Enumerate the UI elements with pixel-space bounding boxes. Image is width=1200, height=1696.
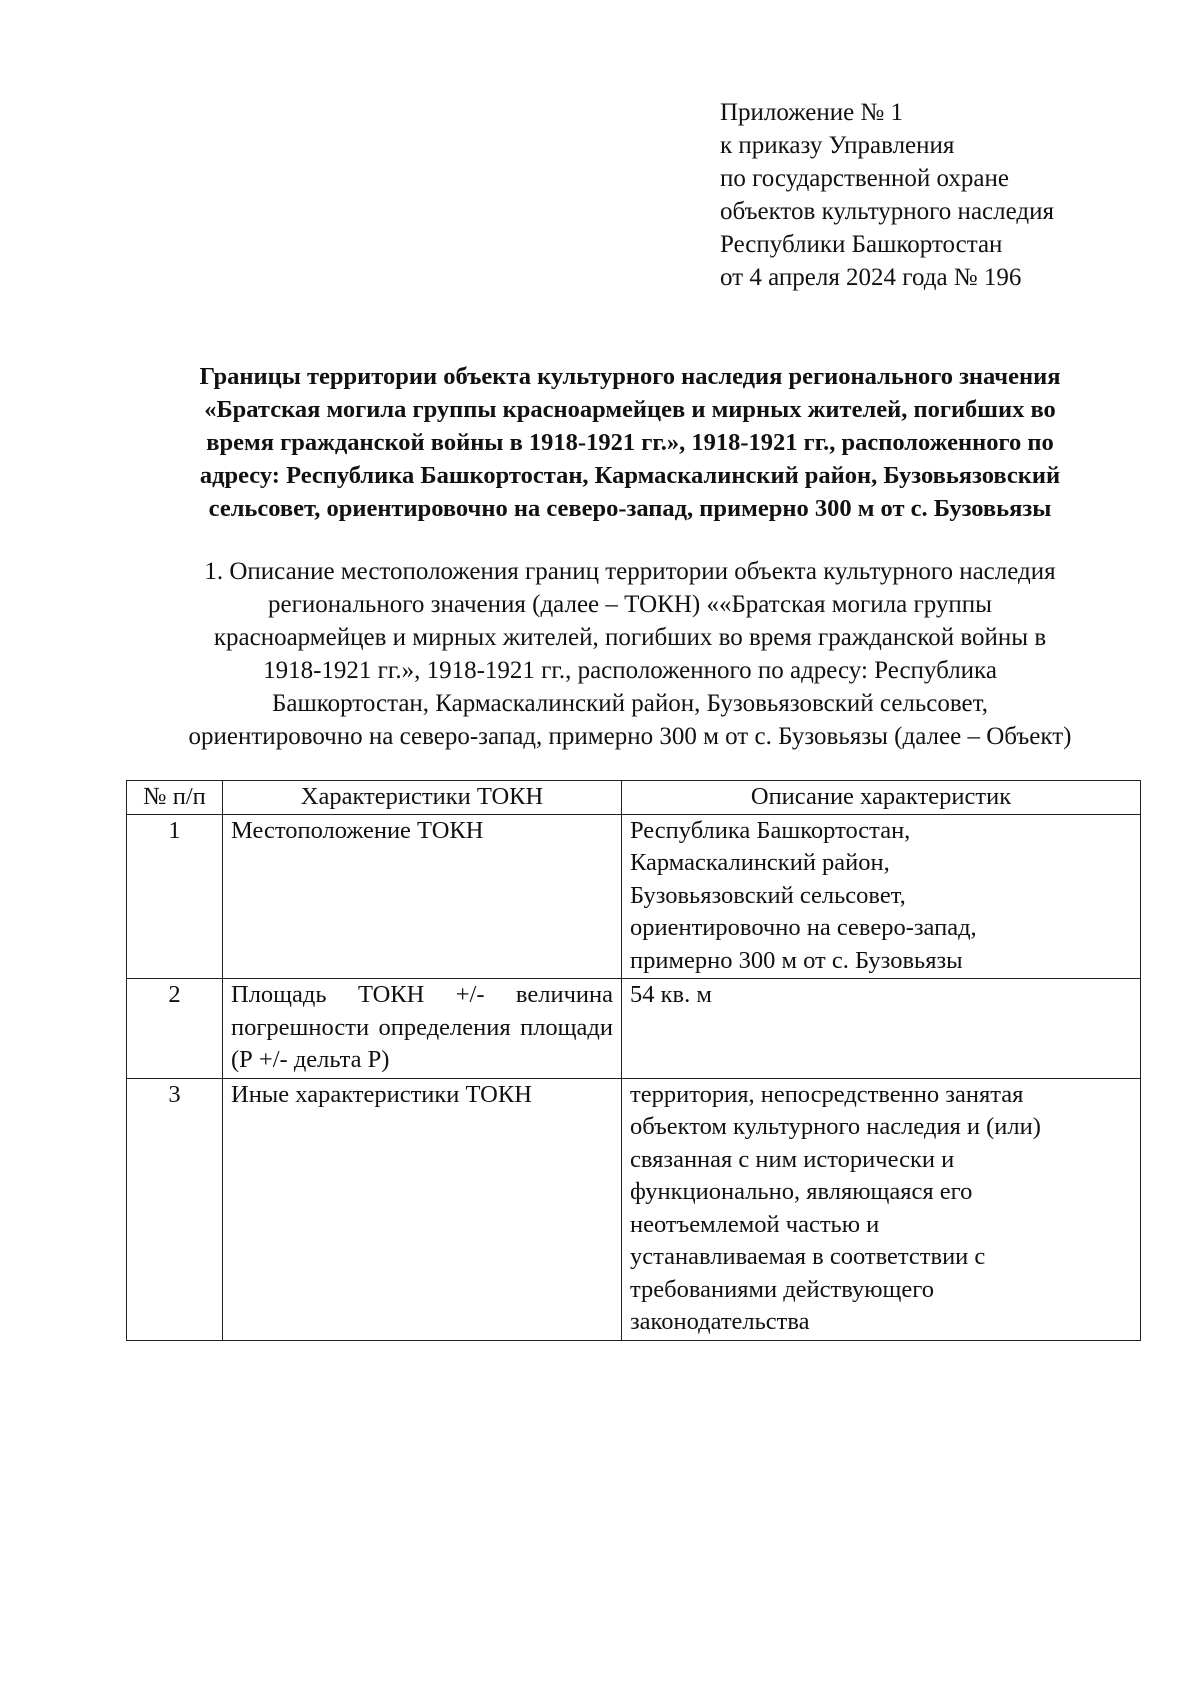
description-line: объектом культурного наследия и (или)	[630, 1113, 1041, 1140]
section-line: красноармейцев и мирных жителей, погибших во время гражданской войны в	[213, 624, 1047, 651]
description-line: устанавливаемая в соответствии с	[630, 1243, 986, 1270]
row-description	[622, 814, 1141, 979]
description-line: требованиями действующего	[630, 1275, 934, 1303]
appendix-line: по государственной охране	[720, 165, 1010, 192]
title-line: «Братская могила группы красноармейцев и мирных жителей, погибших во	[204, 396, 1056, 423]
appendix-line: к приказу Управления	[720, 132, 955, 159]
section-line: 1. Описание местоположения границ территории объекта культурного наследия	[204, 558, 1056, 585]
appendix-line: от 4 апреля 2024 года № 196	[720, 264, 1022, 291]
document-title	[120, 360, 1140, 525]
section-line: ориентировочно на северо-запад, примерно 300 м от с. Бузовьязы (далее – Объект)	[188, 723, 1072, 750]
appendix-line: объектов культурного наследия	[720, 198, 1054, 225]
description-line: неотъемлемой частью и	[630, 1210, 880, 1238]
title-line: адресу: Республика Башкортостан, Кармаскалинский район, Бузовьязовский	[199, 462, 1061, 489]
section-heading	[120, 555, 1140, 753]
description-line: связанная с ним исторически и	[630, 1145, 955, 1173]
characteristics-table	[126, 780, 1141, 1341]
table-row	[127, 979, 1141, 1079]
table-header-row	[127, 781, 1141, 815]
table-row	[127, 1078, 1141, 1340]
description-line: территория, непосредственно занятая	[630, 1080, 1024, 1108]
section-line: 1918-1921 гг.», 1918-1921 гг., расположенного по адресу: Республика	[263, 657, 997, 684]
row-characteristic: Местоположение ТОКН	[223, 814, 622, 979]
description-line: 54 кв. м	[630, 981, 712, 1008]
description-line: Республика Башкортостан,	[630, 816, 911, 844]
description-line: примерно 300 м от с. Бузовьязы	[630, 946, 963, 974]
title-line: Границы территории объекта культурного наследия регионального значения	[199, 363, 1061, 390]
description-line: законодательства	[630, 1308, 810, 1335]
title-line: время гражданской войны в 1918-1921 гг.», 1918-1921 гг., расположенного по	[206, 429, 1054, 456]
description-line: Бузовьязовский сельсовет,	[630, 881, 906, 909]
section-line: Башкортостан, Кармаскалинский район, Бузовьязовский сельсовет,	[272, 690, 988, 717]
title-line: сельсовет, ориентировочно на северо-запад, примерно 300 м от с. Бузовьязы	[208, 495, 1052, 522]
description-line: ориентировочно на северо-запад,	[630, 914, 977, 941]
section-line: регионального значения (далее – ТОКН) ««Братская могила группы	[268, 591, 992, 618]
description-line: функционально, являющаяся его	[630, 1178, 973, 1205]
row-characteristic: Иные характеристики ТОКН	[223, 1078, 622, 1340]
appendix-header	[720, 96, 1054, 294]
row-number: 3	[127, 1078, 223, 1340]
table-row	[127, 814, 1141, 979]
header-description: Описание характеристик	[622, 781, 1141, 815]
appendix-line: Приложение № 1	[720, 99, 904, 126]
row-description	[622, 1078, 1141, 1340]
header-number: № п/п	[127, 781, 223, 815]
header-characteristic: Характеристики ТОКН	[223, 781, 622, 815]
appendix-line: Республики Башкортостан	[720, 231, 1003, 258]
row-description	[622, 979, 1141, 1079]
row-characteristic: Площадь ТОКН +/- величина погрешности определения площади (Р +/- дельта Р)	[223, 979, 622, 1079]
row-number: 2	[127, 979, 223, 1079]
row-number: 1	[127, 814, 223, 979]
description-line: Кармаскалинский район,	[630, 849, 890, 876]
